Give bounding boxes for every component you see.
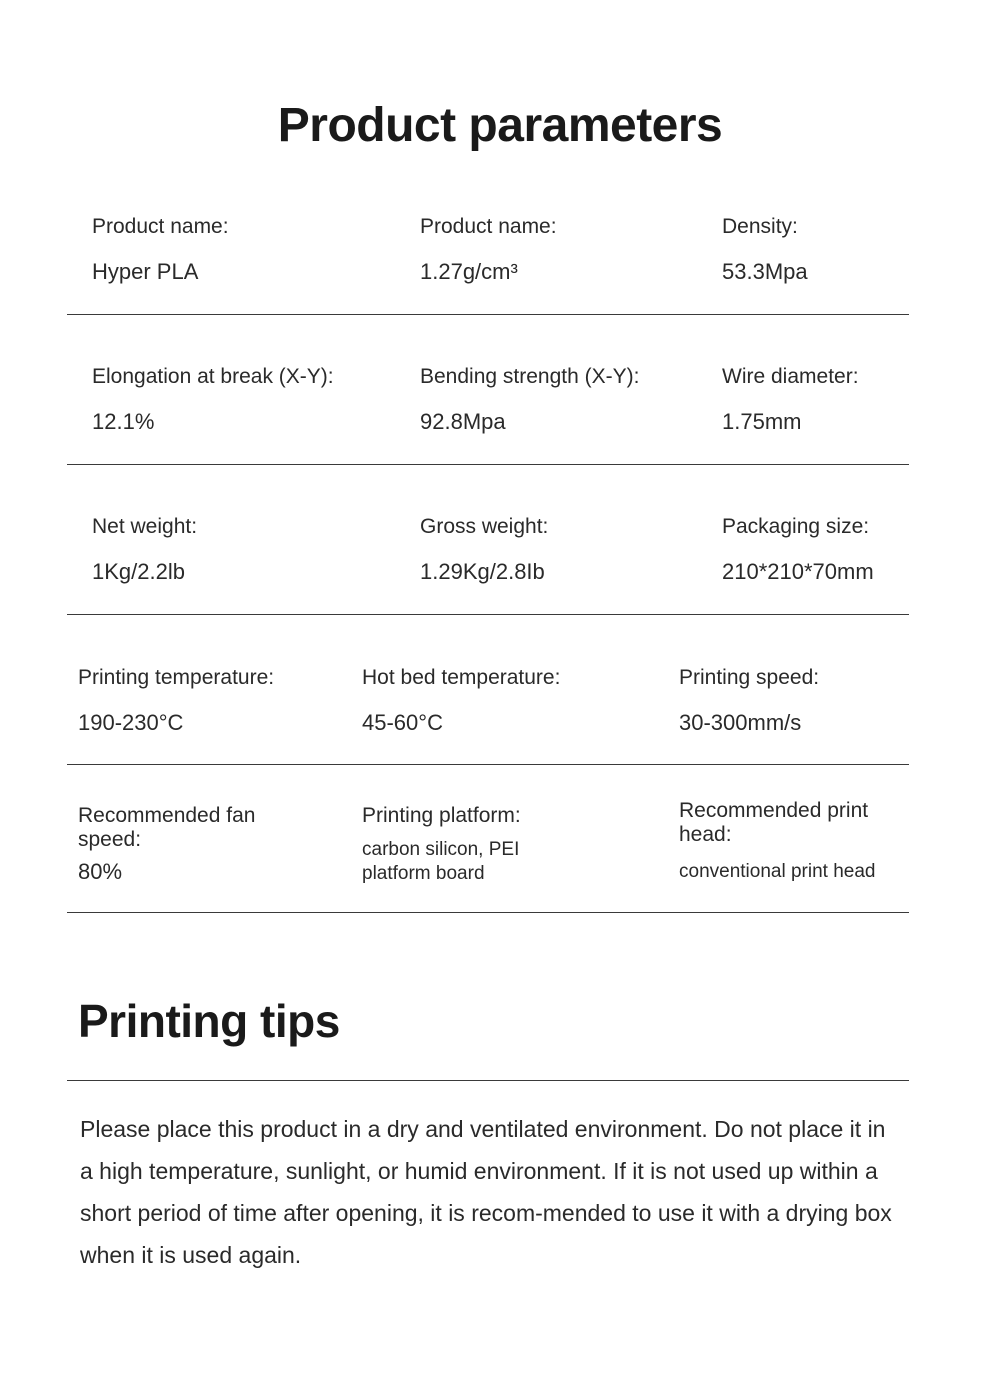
param-value: 80% — [78, 859, 123, 884]
param-row — [67, 0, 909, 315]
param-label: Gross weight: — [420, 515, 549, 538]
param-value: conventional print head — [679, 861, 876, 882]
tips-divider — [67, 1080, 909, 1081]
param-value: 30-300mm/s — [679, 710, 802, 735]
param-cell-print-head — [679, 799, 914, 884]
tips-title: Printing tips — [78, 995, 340, 1047]
param-value: 53.3Mpa — [722, 259, 808, 284]
param-cell-packaging-size — [722, 515, 874, 585]
param-cell-net-weight — [92, 515, 197, 585]
param-row — [67, 314, 909, 465]
param-cell-bending-strength — [420, 365, 639, 435]
param-cell-product-name-2 — [420, 215, 557, 285]
param-cell-fan-speed — [78, 804, 318, 885]
param-label: Printing temperature: — [78, 666, 275, 689]
param-value: 92.8Mpa — [420, 409, 506, 434]
page-title: Product parameters — [277, 99, 723, 152]
param-cell-product-name — [92, 215, 229, 285]
param-cell-elongation — [92, 365, 334, 435]
param-label: Packaging size: — [722, 515, 870, 538]
param-value: 1.75mm — [722, 409, 802, 434]
param-cell-printing-platform — [362, 804, 582, 886]
param-row — [67, 614, 909, 765]
param-cell-hot-bed-temperature — [362, 666, 560, 736]
param-value: 210*210*70mm — [722, 559, 874, 584]
param-value: carbon silicon, PEI platform board — [362, 839, 520, 884]
param-value: 190-230°C — [78, 710, 184, 735]
param-value: 12.1% — [92, 409, 155, 434]
param-cell-density — [722, 215, 808, 285]
param-row — [67, 464, 909, 615]
param-cell-wire-diameter — [722, 365, 859, 435]
param-label: Printing speed: — [679, 666, 820, 689]
param-cell-printing-speed — [679, 666, 819, 736]
param-label: Elongation at break (X-Y): — [92, 365, 334, 388]
param-cell-gross-weight — [420, 515, 548, 585]
param-label: Wire diameter: — [722, 365, 859, 388]
param-row — [67, 764, 909, 913]
param-cell-printing-temperature — [78, 666, 274, 736]
param-label: Bending strength (X-Y): — [420, 365, 640, 388]
param-label: Printing platform: — [362, 804, 521, 827]
param-label: Net weight: — [92, 515, 198, 538]
param-label: Density: — [722, 215, 798, 238]
param-label: Hot bed temperature: — [362, 666, 561, 689]
param-label: Product name: — [420, 215, 557, 238]
param-value: 1Kg/2.2lb — [92, 559, 185, 584]
param-label: Product name: — [92, 215, 229, 238]
tips-body: Please place this product in a dry and ventilated environment. Do not place it in a high temperature, sunlight, or humid environment. If it is not used up within a short period of time after opening, it is recom-mended to use it with a drying box when it is used again. — [80, 1116, 892, 1268]
param-value: 45-60°C — [362, 710, 443, 735]
param-label: Recommended print head: — [679, 799, 869, 846]
param-value: 1.29Kg/2.8Ib — [420, 559, 545, 584]
param-label: Recommended fan speed: — [78, 804, 256, 851]
param-value: Hyper PLA — [92, 259, 199, 284]
param-value: 1.27g/cm³ — [420, 259, 518, 284]
